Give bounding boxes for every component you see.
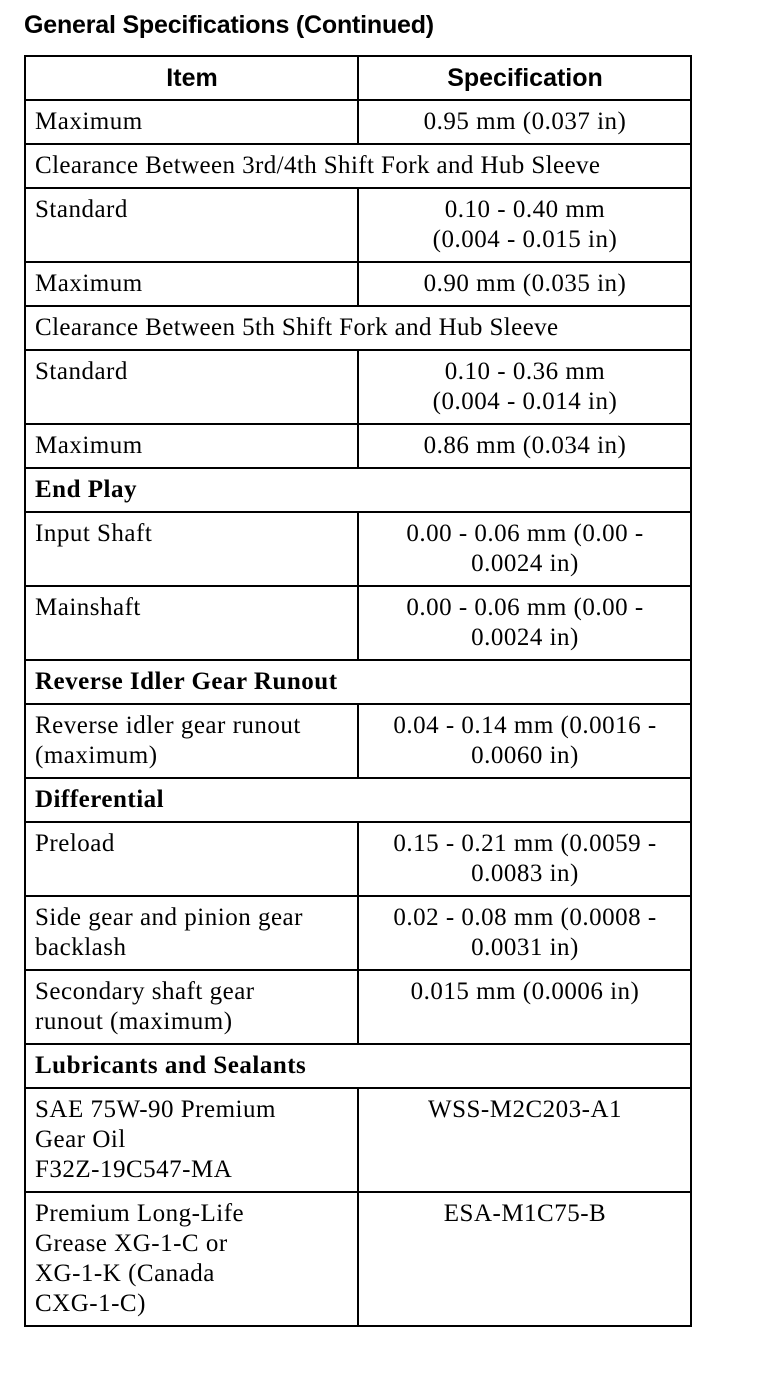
item-cell: Preload: [25, 822, 358, 896]
item-line: Reverse idler gear runout: [35, 712, 301, 739]
item-line: SAE 75W-90 Premium: [35, 1096, 276, 1123]
item-cell: Maximum: [25, 424, 358, 468]
table-row: [25, 100, 691, 144]
section-heading: Lubricants and Sealants: [25, 1044, 691, 1088]
table-row: [25, 704, 691, 778]
item-cell: [25, 970, 358, 1044]
item-line: F32Z-19C547-MA: [35, 1156, 233, 1183]
table-row: [25, 262, 691, 306]
group-row: [25, 306, 691, 350]
specification-cell: [358, 822, 691, 896]
specification-line: 0.04 - 0.14 mm (0.0016 -: [393, 712, 657, 739]
table-row: [25, 1192, 691, 1326]
item-cell: [25, 896, 358, 970]
item-cell: Input Shaft: [25, 512, 358, 586]
page-title: General Specifications (Continued): [24, 11, 434, 39]
section-heading: Differential: [25, 778, 691, 822]
specification-line: 0.10 - 0.36 mm: [444, 358, 606, 385]
specification-cell: [358, 188, 691, 262]
item-cell: [25, 704, 358, 778]
section-heading: End Play: [25, 468, 691, 512]
specification-cell: [358, 704, 691, 778]
section-row: [25, 660, 691, 704]
item-line: (maximum): [35, 742, 158, 769]
group-heading: Clearance Between 3rd/4th Shift Fork and Hub Sleeve: [25, 144, 691, 188]
specification-line: (0.004 - 0.015 in): [432, 226, 618, 253]
specification-line: 0.0060 in): [471, 742, 579, 769]
specification-line: 0.10 - 0.40 mm: [444, 196, 606, 223]
specification-cell: WSS-M2C203-A1: [358, 1088, 691, 1192]
item-line: backlash: [35, 934, 127, 961]
section-row: [25, 1044, 691, 1088]
specification-line: 0.0031 in): [471, 934, 579, 961]
specification-cell: 0.95 mm (0.037 in): [358, 100, 691, 144]
item-line: Gear Oil: [35, 1126, 126, 1153]
item-cell: Standard: [25, 350, 358, 424]
section-row: [25, 778, 691, 822]
column-header-specification: Specification: [358, 56, 691, 100]
item-line: runout (maximum): [35, 1008, 233, 1035]
specification-line: 0.0024 in): [471, 624, 579, 651]
item-line: CXG-1-C): [35, 1290, 146, 1317]
table-row: [25, 512, 691, 586]
item-cell: Maximum: [25, 262, 358, 306]
item-line: Secondary shaft gear: [35, 978, 255, 1005]
specification-line: 0.00 - 0.06 mm (0.00 -: [406, 594, 644, 621]
item-cell: Maximum: [25, 100, 358, 144]
specification-cell: 0.90 mm (0.035 in): [358, 262, 691, 306]
specification-cell: 0.015 mm (0.0006 in): [358, 970, 691, 1044]
section-row: [25, 468, 691, 512]
table-row: [25, 188, 691, 262]
item-line: Premium Long-Life: [35, 1200, 245, 1227]
specifications-table: [24, 55, 692, 1327]
item-line: Side gear and pinion gear: [35, 904, 303, 931]
specification-line: 0.02 - 0.08 mm (0.0008 -: [393, 904, 657, 931]
specification-line: 0.0024 in): [471, 550, 579, 577]
table-row: [25, 822, 691, 896]
table-row: [25, 424, 691, 468]
specification-cell: ESA-M1C75-B: [358, 1192, 691, 1326]
specification-line: 0.00 - 0.06 mm (0.00 -: [406, 520, 644, 547]
table-header-row: [25, 56, 691, 100]
item-line: Grease XG-1-C or: [35, 1230, 228, 1257]
item-line: XG-1-K (Canada: [35, 1260, 215, 1287]
section-heading: Reverse Idler Gear Runout: [25, 660, 691, 704]
group-heading: Clearance Between 5th Shift Fork and Hub Sleeve: [25, 306, 691, 350]
table-row: [25, 350, 691, 424]
table-row: [25, 1088, 691, 1192]
specification-line: (0.004 - 0.014 in): [432, 388, 618, 415]
item-cell: Mainshaft: [25, 586, 358, 660]
item-cell: [25, 1192, 358, 1326]
specification-cell: 0.86 mm (0.034 in): [358, 424, 691, 468]
table-row: [25, 970, 691, 1044]
item-cell: Standard: [25, 188, 358, 262]
group-row: [25, 144, 691, 188]
column-header-item: Item: [25, 56, 358, 100]
table-row: [25, 586, 691, 660]
specification-line: 0.0083 in): [471, 860, 579, 887]
specification-cell: [358, 512, 691, 586]
specification-cell: [358, 896, 691, 970]
specification-line: 0.15 - 0.21 mm (0.0059 -: [393, 830, 657, 857]
item-cell: [25, 1088, 358, 1192]
specification-cell: [358, 350, 691, 424]
specification-cell: [358, 586, 691, 660]
table-row: [25, 896, 691, 970]
